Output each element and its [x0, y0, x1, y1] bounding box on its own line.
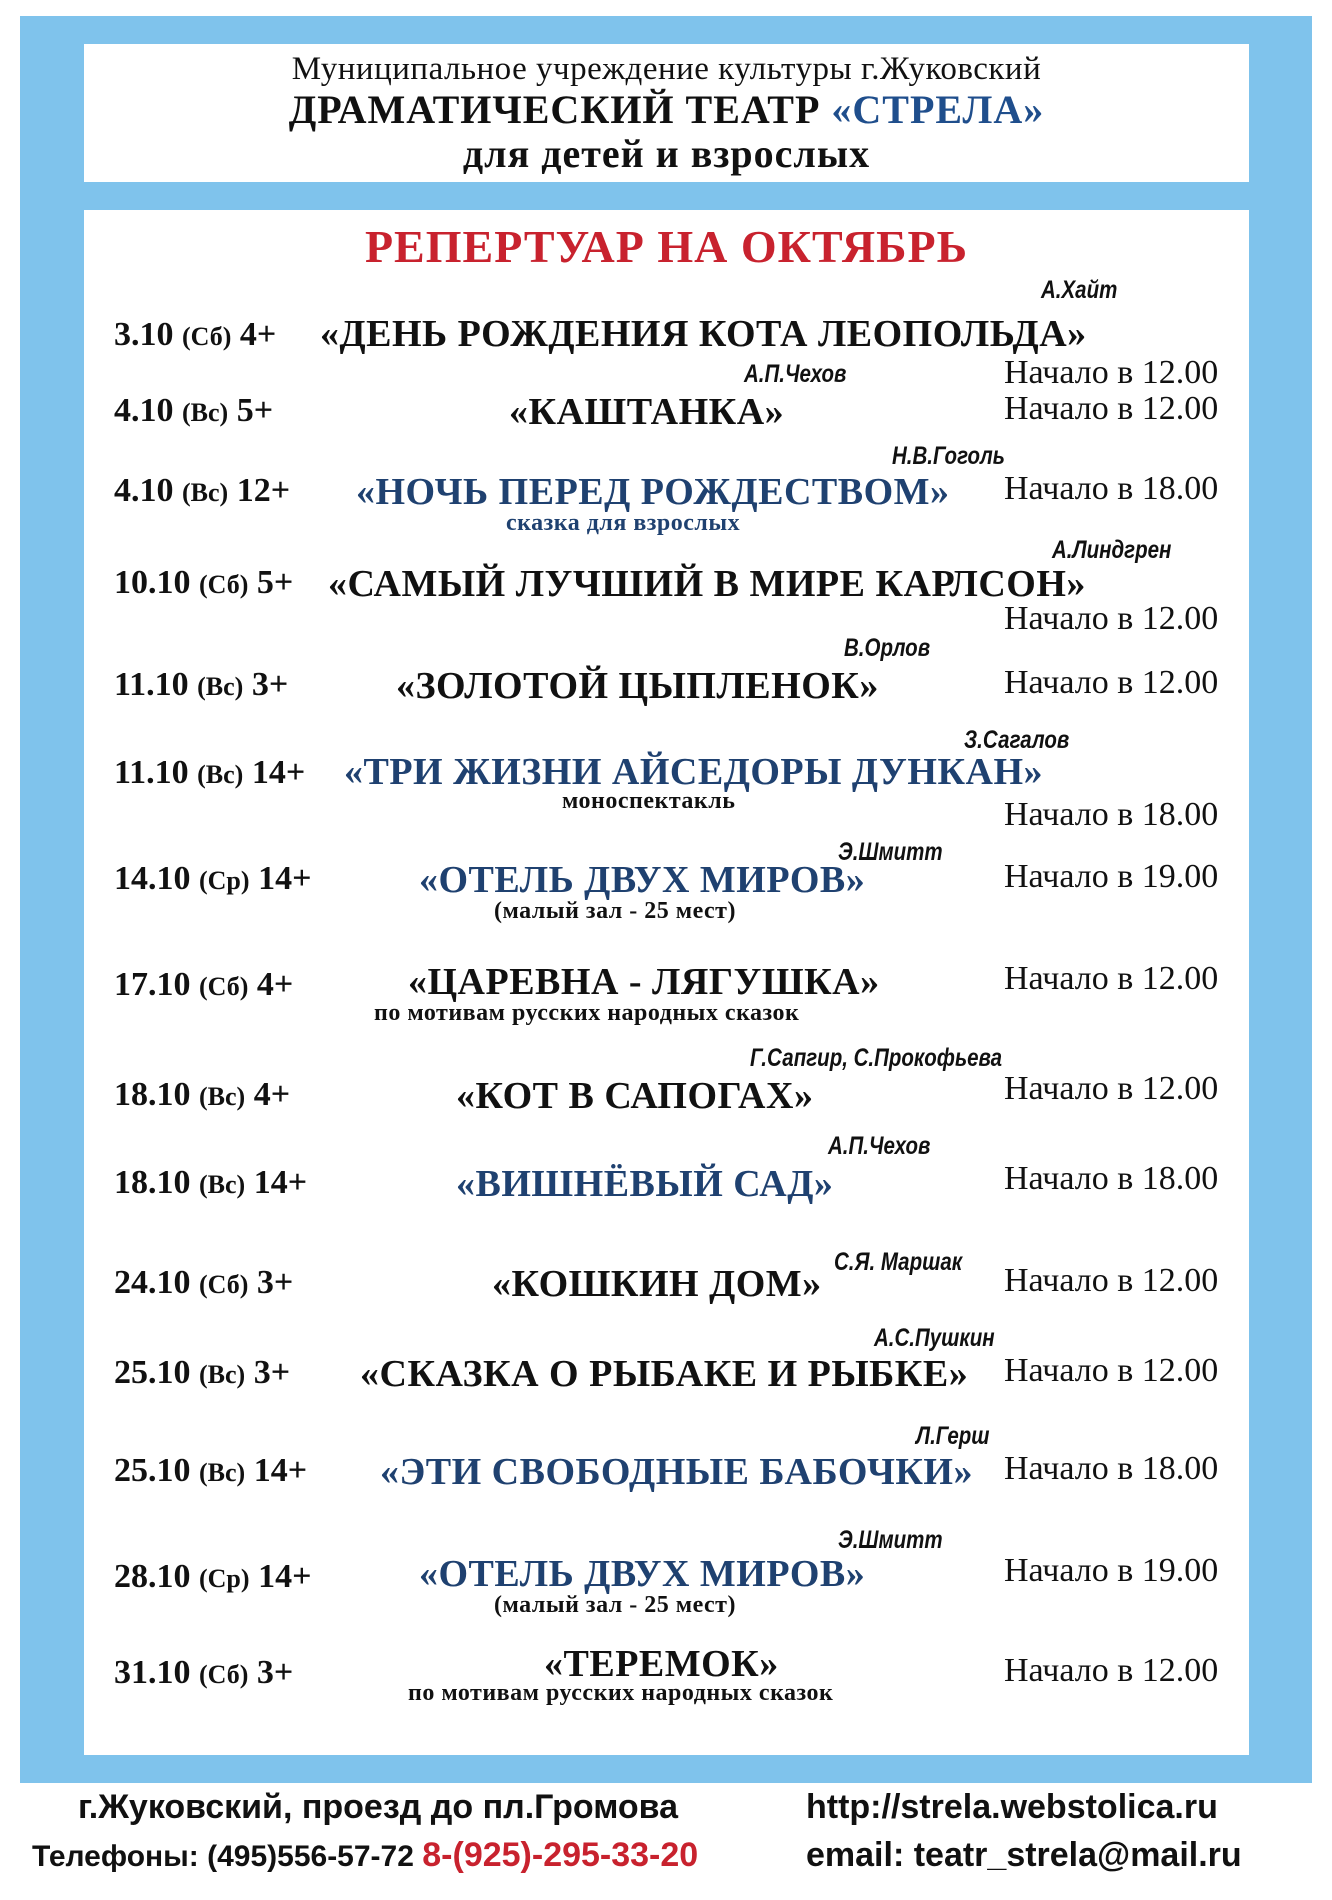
event-row [84, 442, 1249, 536]
event-title: «ТРИ ЖИЗНИ АЙСЕДОРЫ ДУНКАН» [344, 751, 1044, 793]
event-author: С.Я. Маршак [834, 1248, 963, 1276]
event-day: 24.10 [114, 1264, 191, 1301]
event-time: Начало в 18.00 [1004, 796, 1219, 833]
event-age: 4+ [256, 966, 294, 1003]
event-weekday: (Вс) [199, 1170, 246, 1199]
event-row [84, 634, 1249, 720]
event-title: «ВИШНЁВЫЙ САД» [456, 1163, 834, 1205]
event-age: 3+ [251, 666, 289, 703]
event-age: 14+ [258, 1558, 312, 1595]
event-note: моноспектакль [562, 788, 736, 814]
event-time: Начало в 12.00 [1004, 1352, 1219, 1389]
event-age: 3+ [253, 1354, 291, 1391]
audience-line: для детей и взрослых [462, 131, 871, 176]
event-day: 3.10 [114, 316, 174, 353]
event-title: «КОТ В САПОГАХ» [456, 1075, 814, 1117]
event-date [114, 860, 311, 898]
event-weekday: (Вс) [199, 1082, 246, 1111]
event-time: Начало в 12.00 [1004, 1070, 1219, 1107]
event-note: по мотивам русских народных сказок [408, 1680, 834, 1706]
event-day: 17.10 [114, 966, 191, 1003]
event-age: 4+ [239, 316, 277, 353]
event-age: 14+ [258, 860, 312, 897]
event-time: Начало в 12.00 [1004, 600, 1219, 637]
event-title: «ЭТИ СВОБОДНЫЕ БАБОЧКИ» [380, 1451, 973, 1493]
event-weekday: (Вс) [197, 672, 244, 701]
event-weekday: (Сб) [199, 570, 249, 599]
website-link[interactable]: http://strela.webstolica.ru [806, 1788, 1218, 1826]
event-date [114, 564, 293, 602]
event-author: А.П.Чехов [828, 1132, 931, 1160]
email-link[interactable]: email: teatr_strela@mail.ru [806, 1836, 1242, 1874]
event-author: Н.В.Гоголь [892, 442, 1005, 470]
event-weekday: (Ср) [199, 1564, 250, 1593]
event-author: А.П.Чехов [744, 360, 847, 388]
event-time: Начало в 12.00 [1004, 664, 1219, 701]
event-day: 4.10 [114, 392, 174, 429]
event-author: Л.Герш [916, 1422, 990, 1450]
event-weekday: (Сб) [182, 322, 232, 351]
footer-phones [32, 1836, 698, 1875]
event-row [84, 726, 1249, 833]
phone-mobile[interactable]: 8-(925)-295-33-20 [422, 1836, 699, 1874]
event-row [84, 950, 1249, 1030]
repertoire-title: РЕПЕРТУАР НА ОКТЯБРЬ [364, 221, 969, 272]
event-date [114, 472, 290, 510]
event-date [114, 1654, 293, 1692]
event-row [84, 1324, 1249, 1410]
event-time: Начало в 19.00 [1004, 1552, 1219, 1589]
theatre-title [84, 88, 1249, 132]
event-title: «ЗОЛОТОЙ ЦЫПЛЕНОК» [396, 665, 879, 707]
event-note: (малый зал - 25 мест) [494, 1592, 736, 1618]
event-author: Э.Шмитт [838, 838, 943, 866]
event-author: Г.Сапгир, С.Прокофьева [750, 1044, 1003, 1072]
organization-name: Муниципальное учреждение культуры г.Жуковский [291, 51, 1042, 87]
event-date [114, 1164, 307, 1202]
event-title: «КОШКИН ДОМ» [492, 1263, 822, 1305]
event-day: 18.10 [114, 1164, 191, 1201]
event-date [114, 316, 276, 354]
event-day: 11.10 [114, 666, 189, 703]
event-row [84, 1132, 1249, 1220]
event-day: 28.10 [114, 1558, 191, 1595]
event-weekday: (Вс) [199, 1360, 246, 1389]
event-author: З.Сагалов [964, 726, 1070, 754]
event-time: Начало в 19.00 [1004, 858, 1219, 895]
event-note: (малый зал - 25 мест) [494, 898, 736, 924]
event-age: 14+ [253, 1164, 308, 1201]
theatre-prefix: ДРАМАТИЧЕСКИЙ ТЕАТР [288, 87, 821, 132]
event-title: «ДЕНЬ РОЖДЕНИЯ КОТА ЛЕОПОЛЬДА» [320, 313, 1087, 355]
event-date [114, 966, 293, 1004]
event-date [114, 1558, 311, 1596]
event-age: 14+ [253, 1452, 308, 1489]
event-time: Начало в 18.00 [1004, 470, 1219, 507]
event-date [114, 754, 305, 792]
event-date [114, 392, 273, 430]
footer [0, 1782, 1332, 1900]
event-age: 3+ [256, 1654, 294, 1691]
event-weekday: (Сб) [199, 1270, 249, 1299]
event-row [84, 1640, 1249, 1720]
event-weekday: (Вс) [199, 1458, 246, 1487]
event-age: 4+ [253, 1076, 291, 1113]
event-row [84, 1422, 1249, 1510]
event-title: «НОЧЬ ПЕРЕД РОЖДЕСТВОМ» [356, 471, 950, 513]
event-day: 25.10 [114, 1452, 191, 1489]
event-row [84, 1230, 1249, 1310]
event-title: «КАШТАНКА» [509, 391, 785, 433]
header-box [84, 44, 1249, 182]
event-date [114, 1264, 293, 1302]
event-time: Начало в 18.00 [1004, 1450, 1219, 1487]
event-date [114, 1076, 290, 1114]
event-title: «ЦАРЕВНА - ЛЯГУШКА» [408, 961, 880, 1003]
event-time: Начало в 12.00 [1004, 960, 1219, 997]
event-time: Начало в 12.00 [1004, 354, 1219, 391]
event-author: В.Орлов [844, 634, 931, 662]
phone-landline[interactable]: Телефоны: (495)556-57-72 [32, 1840, 414, 1873]
event-title: «СКАЗКА О РЫБАКЕ И РЫБКЕ» [360, 1353, 969, 1395]
event-title: «САМЫЙ ЛУЧШИЙ В МИРЕ КАРЛСОН» [328, 563, 1086, 605]
event-day: 14.10 [114, 860, 191, 897]
event-weekday: (Ср) [199, 866, 250, 895]
event-title: «ТЕРЕМОК» [544, 1643, 779, 1685]
event-weekday: (Вс) [182, 478, 229, 507]
event-age: 5+ [256, 564, 294, 601]
event-day: 31.10 [114, 1654, 191, 1691]
event-row [84, 536, 1249, 637]
event-age: 3+ [256, 1264, 294, 1301]
event-time: Начало в 12.00 [1004, 1262, 1219, 1299]
event-age: 5+ [236, 392, 274, 429]
event-note: по мотивам русских народных сказок [374, 1000, 800, 1026]
event-author: А.Линдгрен [1052, 536, 1172, 564]
event-row [84, 838, 1249, 924]
event-author: А.С.Пушкин [874, 1324, 995, 1352]
event-date [114, 666, 288, 704]
event-title: «ОТЕЛЬ ДВУХ МИРОВ» [419, 859, 866, 901]
event-time: Начало в 12.00 [1004, 1652, 1219, 1689]
event-author: А.Хайт [1041, 276, 1118, 304]
event-weekday: (Вс) [197, 760, 244, 789]
event-age: 12+ [236, 472, 291, 509]
event-age: 14+ [251, 754, 306, 791]
footer-address: г.Жуковский, проезд до пл.Громова [78, 1788, 679, 1826]
event-day: 25.10 [114, 1354, 191, 1391]
event-date [114, 1452, 307, 1490]
event-day: 10.10 [114, 564, 191, 601]
event-weekday: (Вс) [182, 398, 229, 427]
event-day: 11.10 [114, 754, 189, 791]
repertoire-box [84, 210, 1249, 1755]
event-row [84, 1044, 1249, 1130]
event-row [84, 360, 1249, 450]
event-row [84, 1526, 1249, 1618]
event-day: 4.10 [114, 472, 174, 509]
event-time: Начало в 12.00 [1004, 390, 1219, 427]
event-date [114, 1354, 290, 1392]
event-day: 18.10 [114, 1076, 191, 1113]
event-title: «ОТЕЛЬ ДВУХ МИРОВ» [419, 1553, 866, 1595]
event-weekday: (Сб) [199, 972, 249, 1001]
theatre-name: «СТРЕЛА» [831, 87, 1045, 132]
event-time: Начало в 18.00 [1004, 1160, 1219, 1197]
event-weekday: (Сб) [199, 1660, 249, 1689]
event-author: Э.Шмитт [838, 1526, 943, 1554]
event-note: сказка для взрослых [506, 510, 741, 536]
